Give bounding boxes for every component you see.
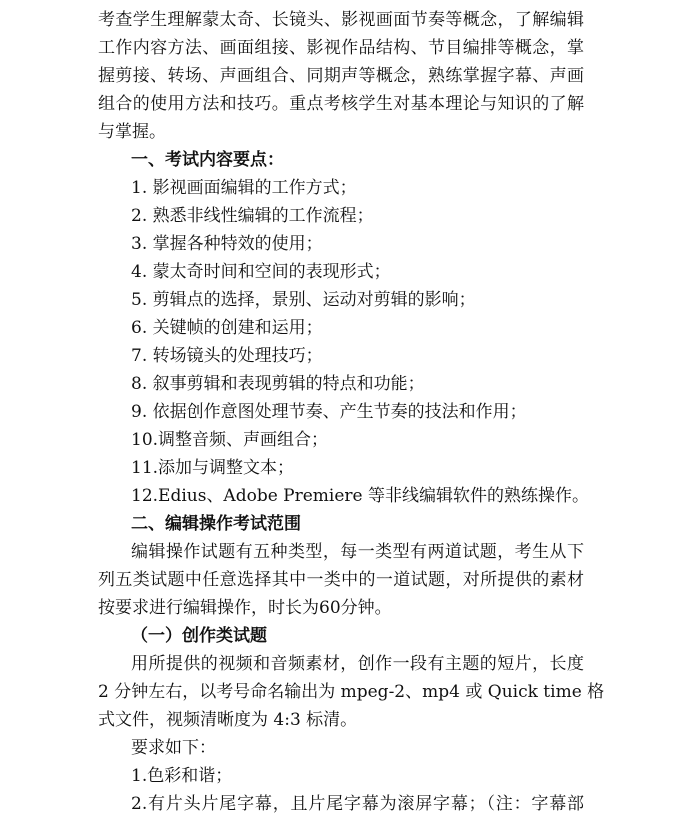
list-item: 1.色彩和谐； (131, 766, 233, 786)
subsection-heading: （一）创作类试题 (131, 626, 267, 646)
section-heading: 一、考试内容要点： (131, 150, 284, 170)
intro-line: 握剪接、转场、声画组合、同期声等概念，熟练掌握字幕、声画 (98, 66, 584, 86)
list-item: 4. 蒙太奇时间和空间的表现形式； (131, 262, 391, 282)
list-item: 3. 掌握各种特效的使用； (131, 234, 323, 254)
paragraph-line: 2 分钟左右，以考号命名输出为 mpeg-2、mp4 或 Quick time 格 (98, 682, 605, 702)
intro-line: 工作内容方法、画面组接、影视作品结构、节目编排等概念，掌 (98, 38, 584, 58)
paragraph-line: 式文件，视频清晰度为 4:3 标清。 (98, 710, 358, 730)
list-item: 2. 熟悉非线性编辑的工作流程； (131, 206, 374, 226)
intro-line: 考查学生理解蒙太奇、长镜头、影视画面节奏等概念，了解编辑 (98, 10, 584, 30)
list-item: 1. 影视画面编辑的工作方式； (131, 178, 357, 198)
list-item: 7. 转场镜头的处理技巧； (131, 346, 323, 366)
list-item: 8. 叙事剪辑和表现剪辑的特点和功能； (131, 374, 425, 394)
paragraph-line: 编辑操作试题有五种类型，每一类型有两道试题，考生从下 (131, 542, 584, 562)
list-item: 12.Edius、Adobe Premiere 等非线编辑软件的熟练操作。 (131, 486, 590, 506)
list-item: 2.有片头片尾字幕，且片尾字幕为滚屏字幕；（注：字幕部 (131, 794, 584, 814)
paragraph-line: 用所提供的视频和音频素材，创作一段有主题的短片，长度 (131, 654, 584, 674)
section-heading: 二、编辑操作考试范围 (131, 514, 301, 534)
list-item: 9. 依据创作意图处理节奏、产生节奏的技法和作用； (131, 402, 527, 422)
paragraph-line: 列五类试题中任意选择其中一类中的一道试题，对所提供的素材 (98, 570, 584, 590)
list-item: 11.添加与调整文本； (131, 458, 295, 478)
paragraph-line: 按要求进行编辑操作，时长为60分钟。 (98, 598, 392, 618)
requirements-label: 要求如下： (131, 738, 216, 758)
intro-line: 组合的使用方法和技巧。重点考核学生对基本理论与知识的了解 (98, 94, 584, 114)
intro-line: 与掌握。 (98, 122, 166, 142)
list-item: 5. 剪辑点的选择，景别、运动对剪辑的影响； (131, 290, 476, 310)
list-item: 6. 关键帧的创建和运用； (131, 318, 323, 338)
list-item: 10.调整音频、声画组合； (131, 430, 329, 450)
